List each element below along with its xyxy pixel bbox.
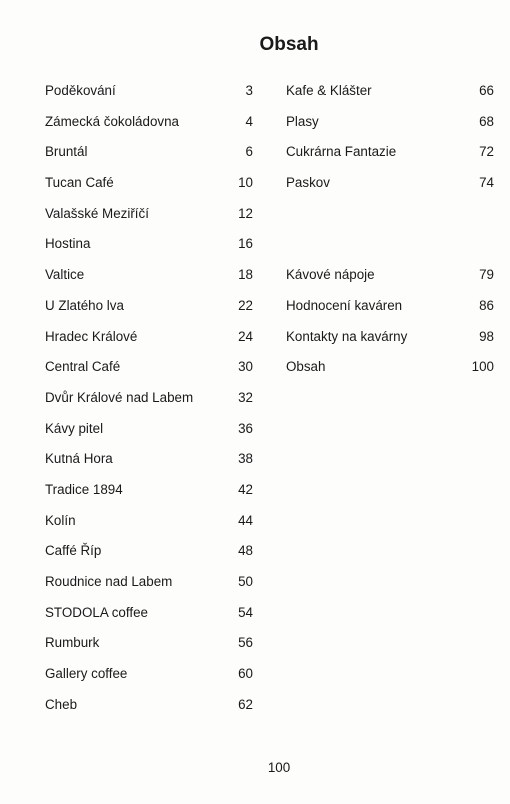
toc-entry-label: Tradice 1894 xyxy=(45,481,123,497)
toc-entry-label: Obsah xyxy=(286,359,326,375)
toc-entry xyxy=(45,204,253,235)
toc-entry-page: 6 xyxy=(245,144,253,160)
toc-entry-page: 54 xyxy=(238,604,253,620)
toc-entry xyxy=(45,81,253,112)
toc-entry-label: Kontakty na kavárny xyxy=(286,328,408,344)
toc-entry-page: 10 xyxy=(238,175,253,191)
toc-entry-label: Hodnocení kaváren xyxy=(286,297,403,313)
toc-entry-label: Hostina xyxy=(45,236,91,252)
toc-entry-label: Bruntál xyxy=(45,144,88,160)
toc-entry-label: Dvůr Králové nad Labem xyxy=(45,389,194,405)
toc-entry-label: STODOLA coffee xyxy=(45,604,148,620)
toc-entry xyxy=(45,112,253,143)
toc-entry-label: Cheb xyxy=(45,696,78,712)
toc-entry xyxy=(45,234,253,265)
toc-entry xyxy=(286,112,494,143)
toc-entry xyxy=(45,480,253,511)
toc-entry xyxy=(45,419,253,450)
toc-entry xyxy=(45,173,253,204)
toc-entry-page: 50 xyxy=(238,574,253,589)
toc-entry-page: 68 xyxy=(479,113,494,129)
toc-entry xyxy=(45,695,253,726)
toc-entry-label: Cukrárna Fantazie xyxy=(286,144,397,160)
toc-entry-label: Kolín xyxy=(45,512,76,528)
toc-entry-label: Plasy xyxy=(286,113,319,129)
toc-entry-page: 42 xyxy=(238,481,253,497)
toc-entry-label: Kávy pitel xyxy=(45,420,104,436)
toc-entry xyxy=(45,357,253,388)
toc-entry-label: Poděkování xyxy=(45,83,116,98)
toc-entry-page: 12 xyxy=(238,205,253,221)
toc-entry-label: Central Café xyxy=(45,359,121,375)
toc-entry xyxy=(45,265,253,296)
toc-entry xyxy=(45,633,253,664)
toc-entry xyxy=(45,572,253,603)
toc-entry-page: 38 xyxy=(238,451,253,467)
toc-entry-page: 4 xyxy=(245,113,253,129)
toc-entry xyxy=(45,449,253,480)
toc-spacer xyxy=(286,234,494,265)
toc-entry xyxy=(45,142,253,173)
toc-entry-label: Kafe & Klášter xyxy=(286,83,372,98)
toc-entry xyxy=(45,603,253,634)
toc-entry-label: U Zlatého lva xyxy=(45,297,124,313)
toc-entry xyxy=(286,142,494,173)
toc-entry-page: 100 xyxy=(471,359,494,375)
toc-entry xyxy=(45,664,253,695)
toc-entry xyxy=(45,296,253,327)
toc-entry xyxy=(286,357,494,388)
toc-entry-label: Caffé Říp xyxy=(45,543,102,559)
toc-entry-page: 60 xyxy=(238,666,253,682)
toc-entry-page: 36 xyxy=(238,420,253,436)
toc-entry xyxy=(286,173,494,204)
toc-entry-label: Valtice xyxy=(45,267,85,283)
toc-entry-label: Gallery coffee xyxy=(45,666,128,682)
toc-entry xyxy=(286,81,494,112)
toc-entry-page: 18 xyxy=(238,267,253,283)
toc-entry-page: 62 xyxy=(238,696,253,712)
toc-entry-label: Valašské Meziříčí xyxy=(45,205,149,221)
toc-entry xyxy=(286,265,494,296)
toc-entry-page: 22 xyxy=(238,297,253,313)
toc-entry-page: 66 xyxy=(479,83,494,98)
page-title: Obsah xyxy=(259,34,319,55)
toc-entry-page: 56 xyxy=(238,635,253,651)
toc-entry-label: Kávové nápoje xyxy=(286,267,375,283)
toc-entry xyxy=(45,511,253,542)
toc-entry-label: Zámecká čokoládovna xyxy=(45,113,179,129)
toc-entry-label: Rumburk xyxy=(45,635,100,651)
toc-entry xyxy=(286,296,494,327)
toc-entry-page: 74 xyxy=(479,175,494,191)
toc-right-column xyxy=(286,81,494,388)
toc-entry-page: 24 xyxy=(238,328,253,344)
toc-spacer xyxy=(286,204,494,235)
toc-entry-page: 86 xyxy=(479,297,494,313)
toc-entry-page: 16 xyxy=(238,236,253,252)
toc-entry-label: Paskov xyxy=(286,175,330,191)
toc-entry-page: 44 xyxy=(238,512,253,528)
toc-entry-page: 72 xyxy=(479,144,494,160)
toc-entry-page: 32 xyxy=(238,389,253,405)
toc-entry xyxy=(45,388,253,419)
toc-entry xyxy=(286,327,494,358)
toc-entry-label: Hradec Králové xyxy=(45,328,138,344)
toc-entry xyxy=(45,541,253,572)
toc-entry-page: 30 xyxy=(238,359,253,375)
toc-entry-page: 79 xyxy=(479,267,494,283)
page-number: 100 xyxy=(267,760,291,775)
toc-left-column xyxy=(45,81,253,725)
toc-entry-label: Tucan Café xyxy=(45,175,114,191)
toc-entry-page: 98 xyxy=(479,328,494,344)
toc-entry-page: 48 xyxy=(238,543,253,559)
toc-entry-label: Kutná Hora xyxy=(45,451,113,467)
toc-entry-page: 3 xyxy=(245,83,253,98)
toc-entry xyxy=(45,327,253,358)
toc-entry-label: Roudnice nad Labem xyxy=(45,574,173,589)
